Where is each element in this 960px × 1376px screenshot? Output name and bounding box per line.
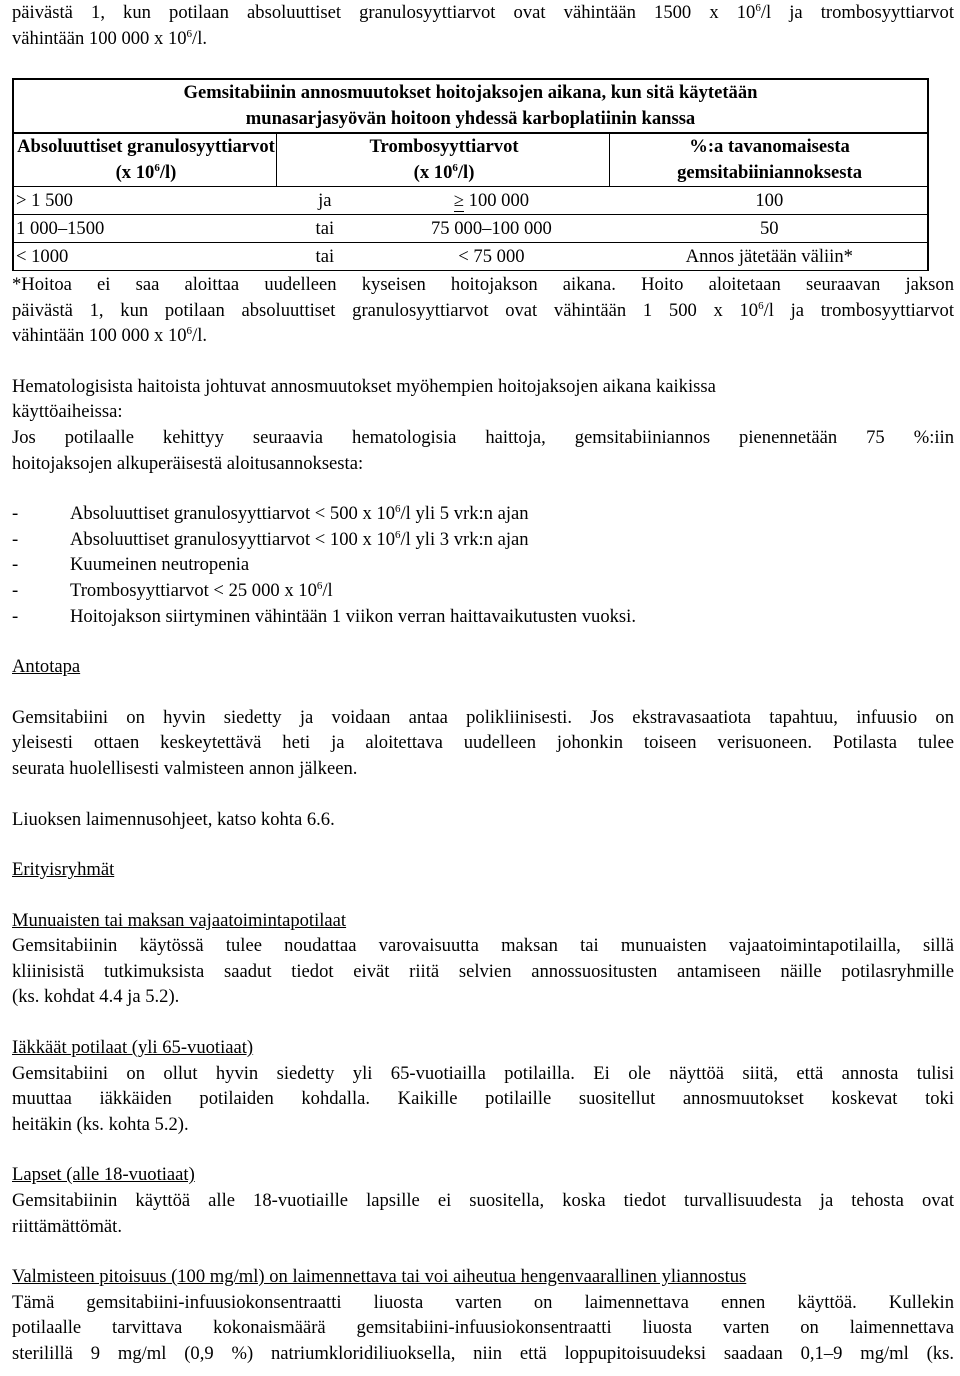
table-caption: Gemsitabiinin annosmuutokset hoitojaksojen aikana, kun sitä käytetään munasarjasyövän hoitoon yhdessä karboplatiinin kanssa xyxy=(13,79,928,133)
cell-granulocytes: < 1000 xyxy=(13,243,276,271)
table-row xyxy=(13,243,928,271)
body-text xyxy=(12,272,954,1367)
cell-conjunction: tai xyxy=(276,243,371,271)
lapset-line-2: riittämättömät. xyxy=(12,1215,122,1237)
lapset-line-1: Gemsitabiinin käyttöä alle 18-vuotiaille lapsille ei suositella, koska tiedot turvallisuudesta ja tehosta ovat xyxy=(12,1190,954,1212)
cell-percent: 50 xyxy=(610,215,928,243)
antotapa-line-1: Gemsitabiini on hyvin siedetty ja voidaan antaa polikliinisesti. Jos ekstravasaatiota tapahtuu, infuusio on xyxy=(12,706,954,728)
antotapa-heading: Antotapa xyxy=(12,656,81,678)
list-item: - Hoitojakson siirtyminen vähintään 1 viikon verran haittavaikutusten vuoksi. xyxy=(12,605,636,627)
valmiste-heading: Valmisteen pitoisuus (100 mg/ml) on laimennettava tai voi aiheutua hengenvaarallinen yliannostus xyxy=(12,1266,747,1288)
dose-modification-table xyxy=(12,78,929,271)
cell-platelets: 75 000–100 000 xyxy=(371,215,609,243)
iakkaat-line-2: muuttaa iäkkäiden potilaiden kohdalla. Kaikille potilaille suositellut annosmuutokset koskevat toki xyxy=(12,1088,954,1110)
munuais-line-2: kliinisistä tutkimuksista saadut tiedot eivät riitä selvien annossuositusten antamiseen näille potilasryhmille xyxy=(12,960,954,982)
cell-platelets: ≥ 100 000 xyxy=(371,187,609,215)
intro-line-2: vähintään 100 000 x $10^6/l$. xyxy=(12,27,208,49)
cell-conjunction: ja xyxy=(276,187,371,215)
munuais-heading: Munuaisten tai maksan vajaatoimintapotilaat xyxy=(12,909,347,931)
iakkaat-line-3: heitäkin (ks. kohta 5.2). xyxy=(12,1113,189,1135)
intro-line-1: päivästä 1, kun potilaan absoluuttiset granulosyyttiarvot ovat vähintään 1500 x $10^6/l$ ja trombosyyttiarvot xyxy=(12,2,954,23)
list-item: - Kuumeinen neutropenia xyxy=(12,554,250,576)
cell-granulocytes: 1 000–1500 xyxy=(13,215,276,243)
header-granulocytes: Absoluuttiset granulosyyttiarvot (x $10^6/l$) xyxy=(13,133,276,187)
intro-block xyxy=(12,0,954,51)
valmiste-line-3: sterilillä 9 mg/ml (0,9 %) natriumkloridiliuoksella, niin että loppupitoisuudeksi saadaan 0,1–9 mg/ml (ks. xyxy=(12,1343,954,1364)
antotapa-line-4: Liuoksen laimennusohjeet, katso kohta 6.6. xyxy=(12,808,335,830)
list-item: - Absoluuttiset granulosyyttiarvot < 100 x $10^6/l$ yli 3 vrk:n ajan xyxy=(12,528,529,550)
valmiste-line-2: potilaalle tarvittava kokonaismäärä gemsitabiini-infuusiokonsentraatti liuosta varten on laimennettava xyxy=(12,1317,954,1339)
table-row xyxy=(13,215,928,243)
footnote-line-2: päivästä 1, kun potilaan absoluuttiset granulosyyttiarvot ovat vähintään 1 500 x $10^6/l$ ja trombosyyttiarvot xyxy=(12,299,954,321)
hemato-line-4: hoitojaksojen alkuperäisestä aloitusannoksesta: xyxy=(12,452,364,474)
list-item: - Trombosyyttiarvot < 25 000 x $10^6/l$ xyxy=(12,579,333,601)
antotapa-line-3: seurata huolellisesti valmisteen annon jälkeen. xyxy=(12,757,358,779)
header-percent-dose: %:a tavanomaisesta gemsitabiiniannoksesta xyxy=(610,133,928,187)
cell-percent: Annos jätetään väliin* xyxy=(610,243,928,271)
hemato-bullet-list xyxy=(12,501,954,629)
hemato-line-2: käyttöaiheissa: xyxy=(12,401,123,423)
dose-table-wrapper xyxy=(12,78,954,271)
header-platelets: Trombosyyttiarvot (x $10^6/l$) xyxy=(276,133,609,187)
cell-conjunction: tai xyxy=(276,215,371,243)
hemato-line-3: Jos potilaalle kehittyy seuraavia hematologisia haittoja, gemsitabiiniannos pienennetään 75 %:iin xyxy=(12,426,954,448)
munuais-line-1: Gemsitabiinin käytössä tulee noudattaa varovaisuutta maksan tai munuaisten vajaatoimintapotilailla, sillä xyxy=(12,935,954,957)
cell-platelets: < 75 000 xyxy=(371,243,609,271)
cell-percent: 100 xyxy=(610,187,928,215)
iakkaat-line-1: Gemsitabiini on ollut hyvin siedetty yli 65-vuotiailla potilailla. Ei ole näyttöä siitä, että annosta tulisi xyxy=(12,1062,954,1084)
antotapa-line-2: yleisesti ottaen keskeytettävä heti ja aloitettava uudelleen johonkin toiseen verisuoneen. Potilasta tulee xyxy=(12,732,954,754)
iakkaat-heading: Iäkkäät potilaat (yli 65-vuotiaat) xyxy=(12,1037,254,1059)
erityisryhmat-heading: Erityisryhmät xyxy=(12,859,115,881)
lapset-heading: Lapset (alle 18-vuotiaat) xyxy=(12,1164,195,1186)
footnote-line-1: *Hoitoa ei saa aloittaa uudelleen kyseisen hoitojakson aikana. Hoito aloitetaan seuraavan jakson xyxy=(12,274,954,295)
table-row xyxy=(13,187,928,215)
hemato-line-1: Hematologisista haitoista johtuvat annosmuutokset myöhempien hoitojaksojen aikana kaikissa xyxy=(12,375,716,397)
munuais-line-3: (ks. kohdat 4.4 ja 5.2). xyxy=(12,986,180,1008)
valmiste-line-1: Tämä gemsitabiini-infuusiokonsentraatti liuosta varten on laimennettava ennen käyttöä. Kullekin xyxy=(12,1291,954,1313)
ge-symbol: ≥ xyxy=(454,187,464,214)
cell-granulocytes: > 1 500 xyxy=(13,187,276,215)
list-item: - Absoluuttiset granulosyyttiarvot < 500 x $10^6/l$ yli 5 vrk:n ajan xyxy=(12,503,529,525)
footnote-line-3: vähintään 100 000 x $10^6/l$. xyxy=(12,325,208,347)
